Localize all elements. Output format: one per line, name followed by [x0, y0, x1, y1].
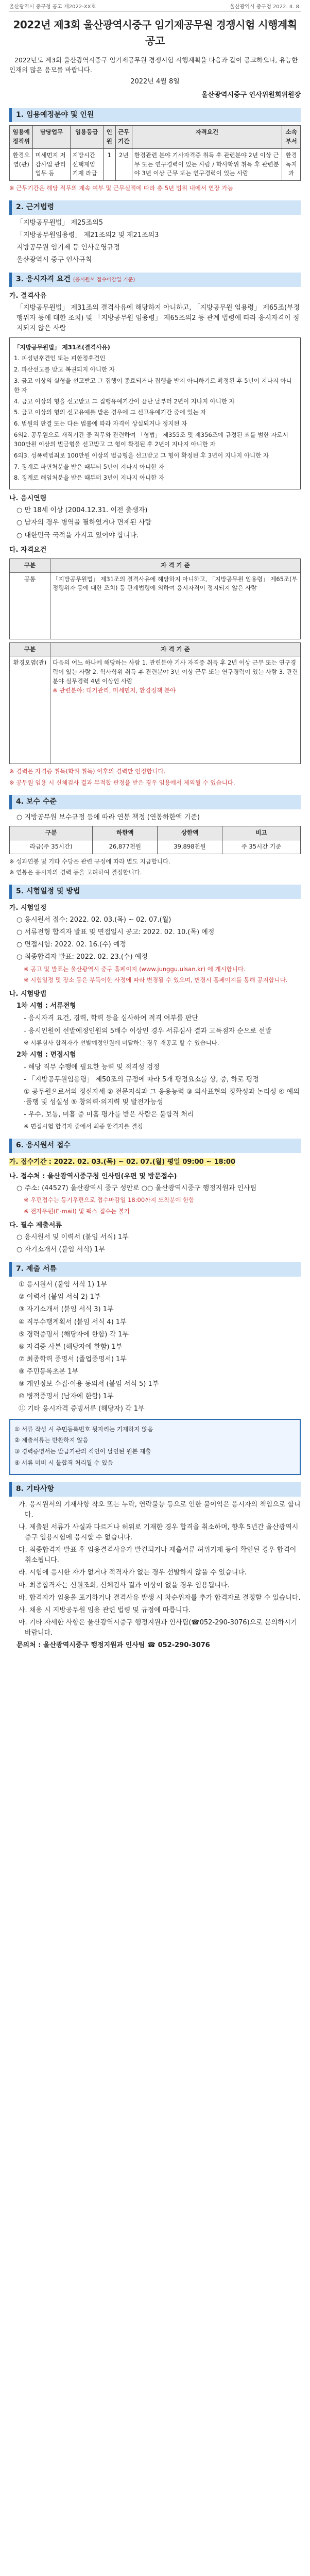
cell: 환경녹지과 — [282, 148, 301, 180]
section-3-sub: (응시원서 접수마감일 기준) — [73, 277, 135, 283]
note: ※ 성과연봉 및 기타 수당은 관련 규정에 따라 별도 지급합니다. — [9, 857, 170, 865]
paragraph: ○ 자기소개서 (붙임 서식) 1부 — [16, 1246, 105, 1254]
th-criteria: 자 격 기 준 — [50, 642, 301, 656]
table-row — [10, 656, 301, 764]
cell-text: 다음의 어느 하나에 해당하는 사람 1. 관련분야 기사 자격증 취득 후 2년 이상 근무 또는 연구경력이 있는 사람 2. 학사학위 취득 후 관련분야 3년 이상 근무 또는 연구경력이 있는 사람 3. 관련분야 실무경력 4년 이상인 사람 — [53, 659, 298, 685]
section-7-title: 7. 제출 서류 — [9, 1262, 301, 1277]
list-item: ⑤ 경력증명서 (해당자에 한함) 각 1부 — [19, 1330, 129, 1338]
paragraph: 2차 시험 : 면접시험 — [16, 1050, 76, 1059]
cell — [50, 656, 301, 764]
paragraph: ○ 서류전형 합격자 발표 및 면접일시 공고: 2022. 02. 10.(목) 예정 — [16, 928, 215, 937]
salary-table — [9, 826, 301, 854]
note: ※ 공무원 임용 시 신체검사 결과 부적합 판정을 받은 경우 임용에서 제외될 수 있습니다. — [9, 779, 235, 787]
list-item: ③ 자기소개서 (붙임 서식 3) 1부 — [19, 1306, 114, 1314]
th-type: 구분 — [10, 558, 50, 572]
paragraph: ○ 만 18세 이상 (2004.12.31. 이전 출생자) — [16, 506, 148, 515]
list-item: 2. 파산선고를 받고 복권되지 아니한 자 — [14, 366, 115, 374]
qualification-table — [9, 558, 301, 639]
list-item: 5. 금고 이상의 형의 선고유예를 받은 경우에 그 선고유예기간 중에 있는 자 — [14, 409, 206, 416]
list-item: ⑥ 자격증 사본 (해당자에 한함) 1부 — [19, 1343, 123, 1351]
note: ※ 경력은 자격증 취득(학위 취득) 이후의 경력만 인정합니다. — [9, 768, 166, 775]
note: ※ 시험일정 및 장소 등은 부득이한 사정에 따라 변경될 수 있으며, 변경시 홈페이지를 통해 공지합니다. — [24, 976, 288, 984]
list-item: ④ 직무수행계획서 (붙임 서식 4) 1부 — [19, 1318, 127, 1326]
section-1-title: 1. 임용예정분야 및 인원 — [9, 108, 301, 123]
notice-date: 2022년 4월 8일 — [130, 78, 180, 86]
cell: 주 35시간 기준 — [222, 840, 300, 854]
document-notes-box — [9, 1419, 301, 1475]
cell: 미세먼지 저감사업 관리 업무 등 — [33, 148, 70, 180]
list-item: 마. 최종합격자는 신원조회, 신체검사 결과 이상이 없을 경우 임용됩니다. — [19, 1581, 230, 1589]
th-qual: 자격요건 — [132, 126, 282, 149]
section-6-title: 6. 응시원서 접수 — [9, 1139, 301, 1153]
sub-heading: 다. 자격요건 — [9, 546, 47, 554]
list-item: 6의3. 성폭력범죄로 100만원 이상의 벌금형을 선고받고 그 형이 확정된 후 3년이 지나지 아니한 자 — [14, 451, 269, 459]
list-item: 라. 시험에 응시한 자가 없거나 적격자가 없는 경우 선발하지 않을 수 있습니다. — [19, 1569, 247, 1577]
list-item: 울산광역시 중구 인사규칙 — [16, 256, 92, 264]
law-list — [9, 218, 301, 266]
th-type: 구분 — [10, 642, 50, 656]
highlight: 가. 접수기간 : 2022. 02. 03.(목) ~ 02. 07.(월) 평일 09:00 ~ 18:00 — [9, 1158, 236, 1166]
th: 상한액 — [158, 826, 222, 840]
list-item: 3. 금고 이상의 실형을 선고받고 그 집행이 종료되거나 집행을 받지 아니하기로 확정된 후 5년이 지나지 아니한 자 — [14, 377, 292, 394]
list-item: 6의2. 공무원으로 재직기간 중 직무와 관련하여 「형법」 제355조 및 제356조에 규정된 죄를 범한 자로서 300만원 이상의 벌금형을 선고받고 그 형이 확정된 후 2년이 지나지 아니한 자 — [14, 431, 288, 448]
notice-org: 울산광역시중구 인사위원회위원장 — [201, 91, 301, 99]
sub-heading: 가. 시험일정 — [9, 904, 47, 912]
th-duty: 담당업무 — [33, 126, 70, 149]
position-table — [9, 125, 301, 181]
note: ※ 연봉은 응시자의 경력 등을 고려하여 결정합니다. — [9, 869, 142, 876]
list-item: 아. 기타 자세한 사항은 울산광역시중구 행정지원과 인사팀(☎052-290-3076)으로 문의하시기 바랍니다. — [19, 1618, 297, 1637]
paragraph: 1차 시험 : 서류전형 — [16, 1002, 76, 1010]
list-item: ① 응시원서 (붙임 서식 1) 1부 — [19, 1281, 108, 1289]
list-item: ⑧ 주민등록초본 1부 — [19, 1368, 79, 1376]
sub-heading: 나. 접수처 : 울산광역시중구청 인사팀(우편 및 방문접수) — [9, 1173, 177, 1181]
section-3-title — [9, 273, 301, 287]
th: 하한액 — [93, 826, 158, 840]
sub-heading: 가. 결격사유 — [9, 292, 47, 300]
cell: 1 — [103, 148, 115, 180]
paragraph: - 「지방공무원임용령」 제50조의 규정에 따라 5개 평정요소를 상, 중, 하로 평정 — [24, 1075, 259, 1083]
paragraph: ○ 면접시험: 2022. 02. 16.(수) 예정 — [16, 941, 126, 949]
table-row — [10, 148, 301, 180]
cell: 환경오염(관) — [10, 148, 33, 180]
cell: 환경오염(관) — [10, 656, 50, 764]
section-8-title: 8. 기타사항 — [9, 1482, 301, 1497]
list-item: 사. 채용 시 지방공무원 임용 관련 법령 및 규정에 따릅니다. — [19, 1606, 191, 1614]
paragraph: 「지방공무원법」 제31조의 결격사유에 해당하지 아니하고, 「지방공무원 임용령」 제65조(부정행위자 등에 대한 조치) 및 「지방공무원 임용령」 제65조의2 등 관계 법령에 따라 응시자격이 정지되지 않은 사람 — [16, 304, 300, 333]
list-item: ⑩ 병적증명서 (남자에 한함) 1부 — [19, 1393, 114, 1401]
paragraph: ○ 남자의 경우 병역을 필하였거나 면제된 사람 — [16, 519, 152, 527]
th: 비고 — [222, 826, 300, 840]
list-item: ① 서류 작성 시 주민등록번호 뒷자리는 기재하지 않음 — [14, 1425, 153, 1433]
header-left: 울산광역시 중구청 공고 제2022-XX호 — [9, 4, 96, 10]
paragraph: ○ 응시원서 접수: 2022. 02. 03.(목) ~ 02. 07.(월) — [16, 916, 171, 924]
list-item: 가. 응시원서의 기재사항 착오 또는 누락, 연락불능 등으로 인한 불이익은 응시자의 책임으로 합니다. — [19, 1500, 301, 1519]
section-3-label: 3. 응시자격 요건 — [16, 275, 71, 284]
section-1-note: ※ 근무기간은 해당 직무의 계속 여부 및 근무실적에 따라 총 5년 범위 내에서 연장 가능 — [9, 184, 233, 192]
th-dept: 소속부서 — [282, 126, 301, 149]
th-period: 근무기간 — [115, 126, 132, 149]
list-item: ② 이력서 (붙임 서식 2) 1부 — [19, 1293, 101, 1301]
paragraph: ○ 대한민국 국적을 가지고 있어야 합니다. — [16, 531, 139, 539]
cell: 26,877천원 — [93, 840, 158, 854]
qualification-table-2 — [9, 642, 301, 765]
section-5-title: 5. 시험일정 및 방법 — [9, 885, 301, 899]
list-item: ⑦ 최종학력 증명서 (졸업증명서) 1부 — [19, 1355, 127, 1363]
list-item: 1. 피성년후견인 또는 피한정후견인 — [14, 354, 106, 362]
intro-text: 2022년도 제3회 울산광역시중구 임기제공무원 경쟁시험 시행계획을 다음과 같이 공고하오니, 유능한 인재의 많은 응모를 바랍니다. — [9, 56, 298, 74]
cell: 「지방공무원법」 제31조의 결격사유에 해당하지 아니하고, 「지방공무원 임용령」 제65조(부정행위자 등에 대한 조치) 등 관계법령에 의하여 응시자격이 정지되지 않은 사람 — [50, 572, 301, 639]
table-row — [10, 840, 301, 854]
note: ※ 우편접수는 등기우편으로 접수마감일 18:00까지 도착분에 한함 — [24, 1196, 195, 1204]
paragraph: ○ 최종합격자 발표: 2022. 02. 23.(수) 예정 — [16, 953, 148, 961]
box-title: 「지방공무원법」 제31조(결격사유) — [14, 343, 110, 351]
sub-heading: 나. 응시연령 — [9, 495, 47, 503]
sub-heading: 나. 시험방법 — [9, 990, 47, 998]
th-grade: 임용등급 — [70, 126, 103, 149]
th-position: 임용예정직위 — [10, 126, 33, 149]
cell: 환경관련 분야 기사자격증 취득 후 관련분야 2년 이상 근무 또는 연구경력이 있는 사람 / 학사학위 취득 후 관련분야 3년 이상 근무 또는 연구경력이 있는 사람 — [132, 148, 282, 180]
paragraph: ○ 주소: (44527) 울산광역시 중구 성안로 ○○ 울산광역시중구 행정지원과 인사팀 — [16, 1184, 257, 1193]
note: ※ 전자우편(E-mail) 및 팩스 접수는 불가 — [24, 1208, 130, 1215]
paragraph: ○ 지방공무원 보수규정 등에 따라 연봉 책정 (연봉하한액 기준) — [16, 813, 200, 821]
list-item: 6. 법원의 판결 또는 다른 법률에 따라 자격이 상실되거나 정지된 자 — [14, 420, 187, 428]
header-right: 울산광역시 중구청 2022. 4. 8. — [230, 4, 301, 10]
sub-heading — [9, 1157, 301, 1167]
paragraph: - 해당 직무 수행에 필요한 능력 및 적격성 검정 — [24, 1063, 160, 1071]
list-item: 「지방공무원법」 제25조의5 — [16, 218, 103, 227]
list-item: ⑨ 개인정보 수집·이용 동의서 (붙임 서식 5) 1부 — [19, 1380, 159, 1388]
disqualification-box — [9, 337, 301, 490]
list-item: 7. 징계로 파면처분을 받은 때부터 5년이 지나지 아니한 자 — [14, 463, 164, 470]
cell: 2년 — [115, 148, 132, 180]
paragraph: ○ 응시원서 및 이력서 (붙임 서식) 1부 — [16, 1233, 129, 1242]
list-item: 8. 징계로 해임처분을 받은 때부터 3년이 지나지 아니한 자 — [14, 474, 164, 482]
list-item: 「지방공무원임용령」 제21조의2 및 제21조의3 — [16, 231, 159, 239]
th-criteria: 자 격 기 준 — [50, 558, 301, 572]
list-item: 지방공무원 임기제 등 인사운영규정 — [16, 244, 120, 252]
paragraph: - 응시자격 요건, 경력, 학력 등을 심사하여 적격 여부를 판단 — [24, 1014, 198, 1023]
table-row — [10, 572, 301, 639]
note: ※ 서류심사 합격자가 선발예정인원에 미달하는 경우 재공고 할 수 있습니다. — [24, 1039, 219, 1046]
paragraph: - 응시인원이 선발예정인원의 5배수 이상인 경우 서류심사 결과 고득점자 순으로 선발 — [24, 1027, 272, 1035]
header-line — [9, 0, 301, 12]
misc-list — [9, 1500, 301, 1639]
list-item: ② 제출서류는 반환하지 않음 — [14, 1436, 89, 1444]
paragraph: ① 공무원으로서의 정신자세 ② 전문지식과 그 응용능력 ③ 의사표현의 정확성과 논리성 ④ 예의·품행 및 성실성 ⑤ 창의력·의지력 및 발전가능성 — [24, 1088, 300, 1107]
section-4-title: 4. 보수 수준 — [9, 795, 301, 809]
cell: 공통 — [10, 572, 50, 639]
list-item: 4. 금고 이상의 형을 선고받고 그 집행유예기간이 끝난 날부터 2년이 지나지 아니한 자 — [14, 397, 235, 405]
cell: 39,898천원 — [158, 840, 222, 854]
list-item: ⑪ 기타 응시자격 증빙서류 (해당자) 각 1부 — [19, 1405, 145, 1413]
th-count: 인원 — [103, 126, 115, 149]
cell-note: ※ 관련분야: 대기관리, 미세먼지, 환경정책 분야 — [53, 686, 176, 694]
list-item: ④ 서류 미비 시 불합격 처리될 수 있음 — [14, 1459, 113, 1467]
paragraph: - 우수, 보통, 미흡 중 미흡 평가를 받은 사람은 불합격 처리 — [24, 1111, 194, 1119]
document-list — [9, 1280, 301, 1415]
contact-info: 문의처 : 울산광역시중구 행정지원과 인사팀 ☎ 052-290-3076 — [16, 1641, 210, 1650]
section-2-title: 2. 근거법령 — [9, 200, 301, 215]
list-item: 바. 합격자가 임용을 포기하거나 결격사유 발생 시 차순위자를 추가 합격자로 결정할 수 있습니다. — [19, 1594, 301, 1602]
cell: 라급(주 35시간) — [10, 840, 93, 854]
list-item: ③ 경력증명서는 발급기관의 직인이 날인된 원본 제출 — [14, 1448, 151, 1455]
sub-heading: 다. 필수 제출서류 — [9, 1221, 62, 1229]
list-item: 다. 최종합격자 발표 후 임용결격사유가 발견되거나 제출서류 허위기재 등이 확인된 경우 합격이 취소됩니다. — [19, 1546, 297, 1565]
note: ※ 공고 및 발표는 울산광역시 중구 홈페이지 (www.junggu.ulsan.kr) 에 게시합니다. — [24, 965, 246, 973]
note: ※ 면접시험 합격자 중에서 최종 합격자를 결정 — [24, 1123, 143, 1130]
page-title: 2022년 제3회 울산광역시중구 임기제공무원 경쟁시험 시행계획 공고 — [13, 18, 297, 47]
list-item: 나. 제출된 서류가 사실과 다르거나 허위로 기재한 경우 합격을 취소하며, 향후 5년간 울산광역시중구 임용시험에 응시할 수 없습니다. — [19, 1523, 299, 1541]
th: 구분 — [10, 826, 93, 840]
cell: 지방시간선택제임기제 라급 — [70, 148, 103, 180]
